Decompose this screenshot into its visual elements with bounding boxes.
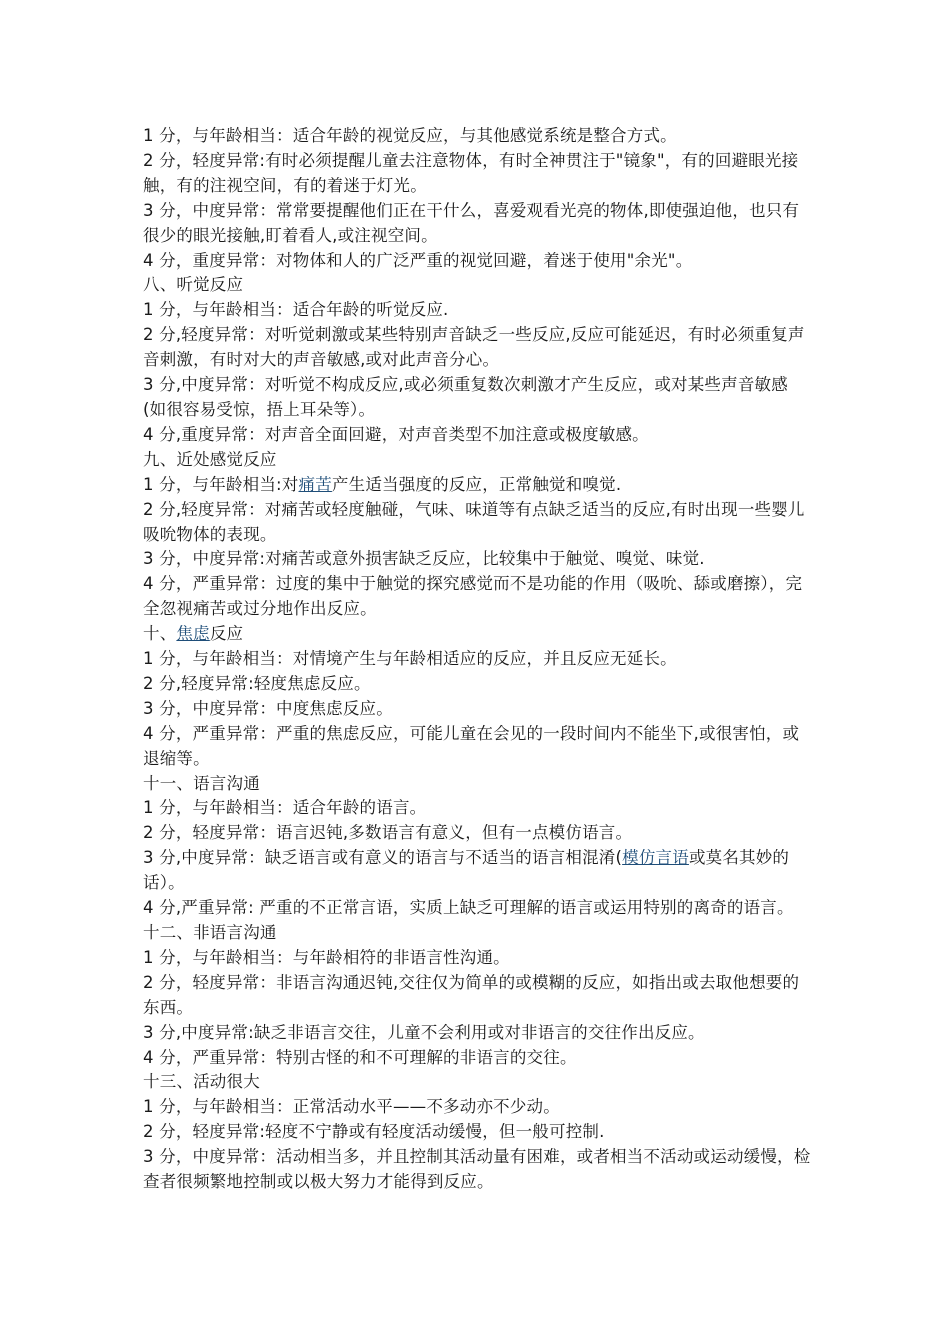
paragraph-text: 3 分,中度异常:缺乏非语言交往，儿童不会利用或对非语言的交往作出反应。	[143, 1022, 705, 1042]
paragraph-text: 4 分，严重异常：特别古怪的和不可理解的非语言的交往。	[143, 1047, 577, 1067]
paragraph	[143, 149, 811, 199]
paragraph-text: 十一、语言沟通	[143, 773, 260, 793]
term-link[interactable]: 模仿言语	[622, 848, 689, 868]
paragraph	[143, 672, 811, 697]
paragraph-text: 2 分，轻度异常:有时必须提醒儿童去注意物体，有时全神贯注于"镜象"，有的回避眼光接触，有的注视空间，有的着迷于灯光。	[143, 150, 799, 195]
paragraph-text: 4 分，重度异常：对物体和人的广泛严重的视觉回避，着迷于使用"余光"。	[143, 250, 693, 270]
paragraph-text: 1 分，与年龄相当：正常活动水平——不多动亦不少动。	[143, 1097, 560, 1117]
paragraph-text: 3 分，中度异常：中度焦虑反应。	[143, 698, 393, 718]
paragraph	[143, 1095, 811, 1120]
paragraph-text: 1 分，与年龄相当：适合年龄的听觉反应.	[143, 300, 449, 320]
paragraph	[143, 921, 811, 946]
paragraph-text: 4 分，严重异常：严重的焦虑反应，可能儿童在会见的一段时间内不能坐下,或很害怕，或退缩等。	[143, 723, 800, 768]
paragraph	[143, 622, 811, 647]
paragraph	[143, 423, 811, 448]
paragraph-text: 十、	[143, 624, 177, 644]
paragraph-text: 十三、活动很大	[143, 1072, 260, 1092]
paragraph-text: 3 分,中度异常：缺乏语言或有意义的语言与不适当的语言相混淆(	[143, 848, 623, 868]
paragraph	[143, 772, 811, 797]
paragraph	[143, 249, 811, 274]
paragraph	[143, 796, 811, 821]
paragraph	[143, 1046, 811, 1071]
paragraph	[143, 946, 811, 971]
paragraph	[143, 722, 811, 772]
paragraph-text: 2 分，轻度异常：语言迟钝,多数语言有意义，但有一点模仿语言。	[143, 823, 633, 843]
paragraph	[143, 1145, 811, 1195]
paragraph	[143, 323, 811, 373]
paragraph	[143, 647, 811, 672]
paragraph-text: 1 分，与年龄相当：适合年龄的语言。	[143, 798, 427, 818]
document-body	[143, 124, 811, 1195]
paragraph	[143, 199, 811, 249]
paragraph	[143, 971, 811, 1021]
paragraph	[143, 448, 811, 473]
paragraph	[143, 373, 811, 423]
paragraph-text: 2 分,轻度异常：对听觉刺激或某些特别声音缺乏一些反应,反应可能延迟，有时必须重复声音刺激，有时对大的声音敏感,或对此声音分心。	[143, 325, 805, 370]
paragraph-text: 1 分，与年龄相当：适合年龄的视觉反应，与其他感觉系统是整合方式。	[143, 126, 677, 145]
paragraph	[143, 1120, 811, 1145]
paragraph-text: 1 分，与年龄相当：与年龄相符的非语言性沟通。	[143, 947, 510, 967]
paragraph-text: 4 分，严重异常：过度的集中于触觉的探究感觉而不是功能的作用（吸吮、舔或磨擦），完全忽视痛苦或过分地作出反应。	[143, 574, 803, 619]
term-link[interactable]: 痛苦	[298, 474, 332, 494]
paragraph-text: 十二、非语言沟通	[143, 923, 277, 942]
paragraph	[143, 821, 811, 846]
paragraph	[143, 1021, 811, 1046]
paragraph	[143, 547, 811, 572]
paragraph-text: 2 分，轻度异常:轻度不宁静或有轻度活动缓慢，但一般可控制.	[143, 1122, 605, 1142]
paragraph-text: 4 分,重度异常：对声音全面回避，对声音类型不加注意或极度敏感。	[143, 424, 649, 444]
paragraph-text: 3 分，中度异常:对痛苦或意外损害缺乏反应，比较集中于触觉、嗅觉、味觉.	[143, 549, 705, 569]
term-link[interactable]: 焦虑	[176, 624, 210, 644]
paragraph-text: 4 分,严重异常: 严重的不正常言语，实质上缺乏可理解的语言或运用特别的离奇的语言。	[143, 898, 794, 918]
paragraph-text: 九、近处感觉反应	[143, 449, 277, 469]
paragraph	[143, 498, 811, 548]
paragraph-text: 2 分，轻度异常：非语言沟通迟钝,交往仅为简单的或模糊的反应，如指出或去取他想要的东西。	[143, 972, 800, 1017]
paragraph	[143, 473, 811, 498]
paragraph-text: 反应	[209, 624, 244, 644]
paragraph	[143, 298, 811, 323]
paragraph-text: 3 分,中度异常：对听觉不构成反应,或必须重复数次刺激才产生反应，或对某些声音敏感(如很容易受惊，捂上耳朵等）。	[143, 375, 788, 419]
paragraph-text: 产生适当强度的反应，正常触觉和嗅觉.	[331, 474, 622, 494]
paragraph	[143, 572, 811, 622]
paragraph	[143, 124, 811, 149]
paragraph	[143, 697, 811, 722]
paragraph	[143, 273, 811, 298]
paragraph-text: 或莫名其妙的话）。	[143, 848, 790, 893]
paragraph-text: 1 分，与年龄相当:对	[143, 474, 299, 494]
paragraph-text: 八、听觉反应	[143, 275, 244, 295]
paragraph-text: 2 分,轻度异常：对痛苦或轻度触碰，气味、味道等有点缺乏适当的反应,有时出现一些婴儿吸吮物体的表现。	[143, 499, 805, 544]
paragraph	[143, 846, 811, 896]
paragraph-text: 1 分，与年龄相当：对情境产生与年龄相适应的反应，并且反应无延长。	[143, 649, 677, 669]
paragraph	[143, 896, 811, 921]
paragraph-text: 3 分，中度异常：常常要提醒他们正在干什么，喜爱观看光亮的物体,即使强迫他，也只有很少的眼光接触,盯着看人,或注视空间。	[143, 200, 800, 245]
paragraph	[143, 1070, 811, 1095]
paragraph-text: 3 分，中度异常：活动相当多，并且控制其活动量有困难，或者相当不活动或运动缓慢，检查者很频繁地控制或以极大努力才能得到反应。	[143, 1147, 811, 1192]
paragraph-text: 2 分,轻度异常:轻度焦虑反应。	[143, 673, 371, 693]
